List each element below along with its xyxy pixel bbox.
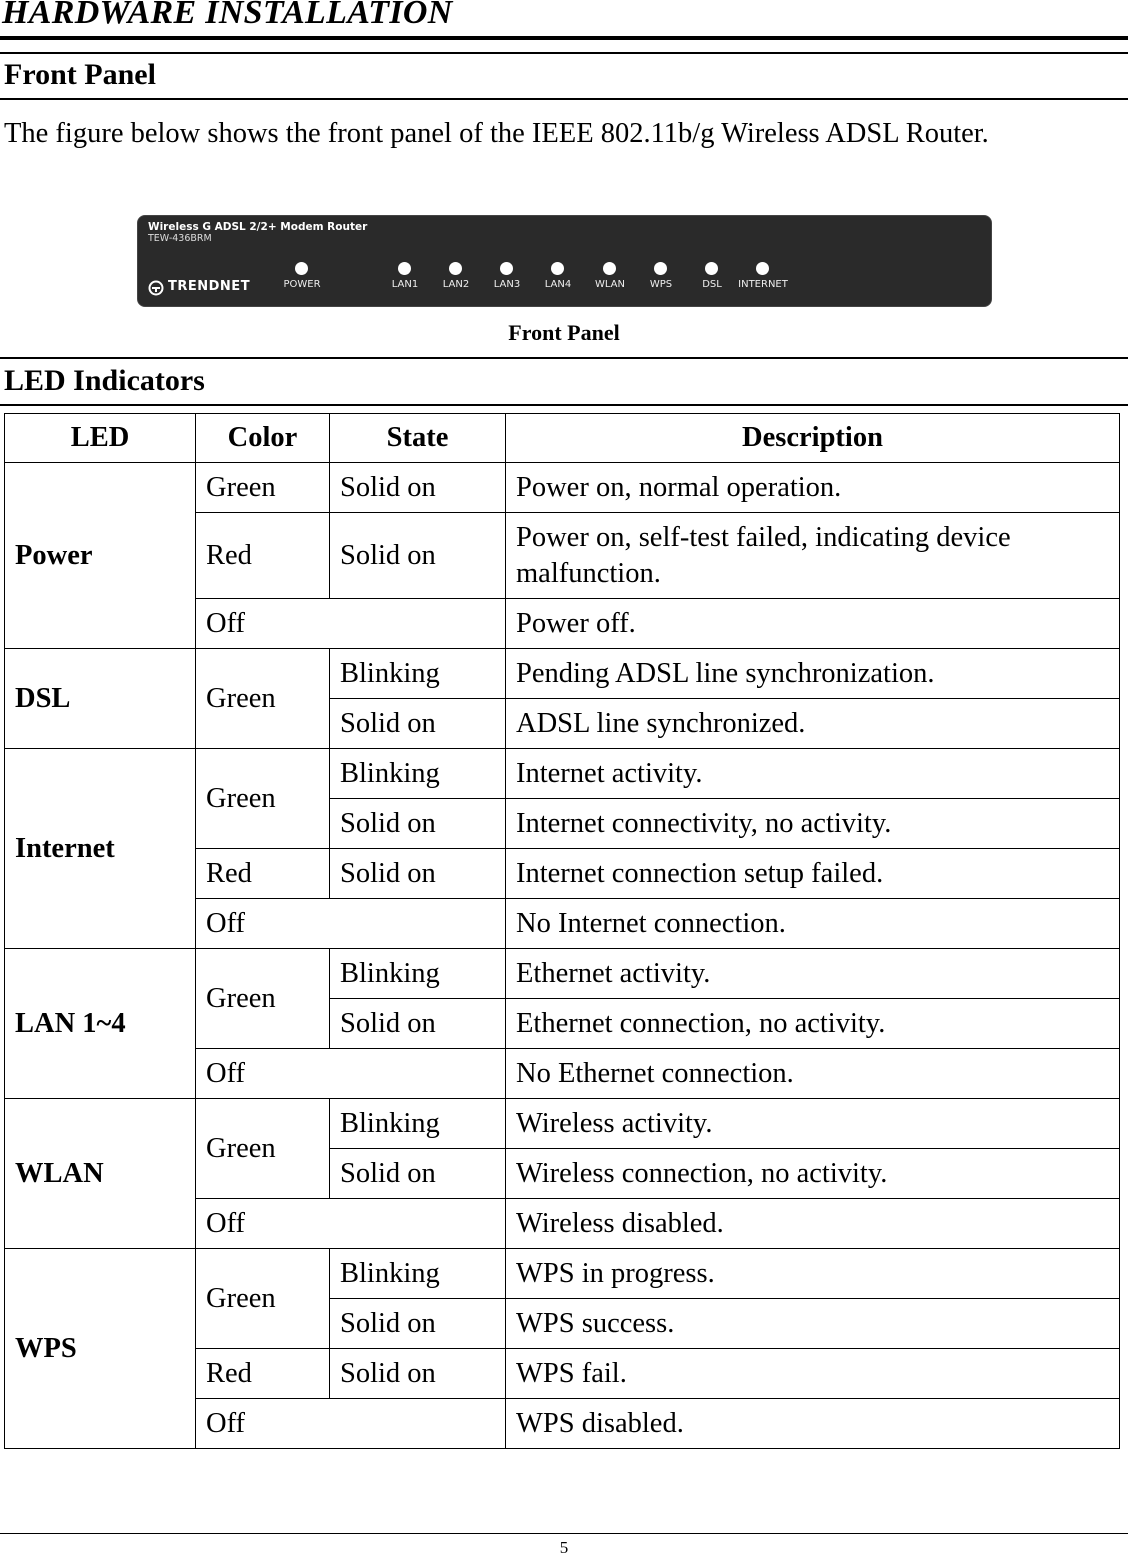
table-row [5, 1249, 1120, 1299]
color-cell: Off [196, 599, 506, 649]
state-cell: Solid on [330, 999, 506, 1049]
led-indicators-heading: LED Indicators [4, 364, 205, 397]
table-row [5, 1099, 1120, 1149]
title-rule [0, 36, 1128, 40]
color-cell: Off [196, 899, 506, 949]
trendnet-logo-icon [148, 280, 164, 296]
description-cell: Power on, normal operation. [506, 463, 1120, 513]
led-label-power: POWER [283, 279, 321, 290]
led-label-wps: WPS [649, 279, 673, 290]
description-cell: WPS in progress. [506, 1249, 1120, 1299]
description-cell: Wireless disabled. [506, 1199, 1120, 1249]
state-cell: Blinking [330, 649, 506, 699]
state-cell: Solid on [330, 513, 506, 599]
column-header: State [330, 414, 506, 463]
state-cell: Blinking [330, 949, 506, 999]
lan3-led-icon [500, 262, 513, 275]
intro-paragraph: The figure below shows the front panel of the IEEE 802.11b/g Wireless ADSL Router. [4, 118, 989, 149]
table-row [5, 463, 1120, 513]
led-label-lan2: LAN2 [442, 279, 470, 290]
led-label-wlan: WLAN [594, 279, 626, 290]
color-cell: Off [196, 1399, 506, 1449]
wps-led-icon [654, 262, 667, 275]
description-cell: WPS disabled. [506, 1399, 1120, 1449]
color-cell: Green [196, 749, 330, 849]
color-cell: Red [196, 849, 330, 899]
color-cell: Green [196, 649, 330, 749]
description-cell: WPS fail. [506, 1349, 1120, 1399]
description-cell: Internet connection setup failed. [506, 849, 1120, 899]
column-header: LED [5, 414, 196, 463]
chapter-title: HARDWARE INSTALLATION [2, 0, 453, 31]
power-led-icon [295, 262, 308, 275]
color-cell: Off [196, 1049, 506, 1099]
section-rule [0, 52, 1128, 54]
brand-name: TRENDNET [168, 279, 251, 294]
led-name-cell: WLAN [5, 1099, 196, 1249]
state-cell: Blinking [330, 1249, 506, 1299]
color-cell: Green [196, 949, 330, 1049]
column-header: Color [196, 414, 330, 463]
description-cell: Ethernet connection, no activity. [506, 999, 1120, 1049]
state-cell: Blinking [330, 749, 506, 799]
led-indicators-table [4, 413, 1120, 1449]
description-cell: No Ethernet connection. [506, 1049, 1120, 1099]
table-header-row [5, 414, 1120, 463]
led-name-cell: WPS [5, 1249, 196, 1449]
description-cell: ADSL line synchronized. [506, 699, 1120, 749]
heading-underline-2 [0, 404, 1128, 406]
state-cell: Blinking [330, 1099, 506, 1149]
state-cell: Solid on [330, 849, 506, 899]
model-id: TEW-436BRM [148, 233, 212, 244]
figure-caption: Front Panel [508, 320, 620, 345]
state-cell: Solid on [330, 1349, 506, 1399]
state-cell: Solid on [330, 1299, 506, 1349]
color-cell: Green [196, 463, 330, 513]
state-cell: Solid on [330, 1149, 506, 1199]
description-cell: Ethernet activity. [506, 949, 1120, 999]
description-cell: Wireless connection, no activity. [506, 1149, 1120, 1199]
lan4-led-icon [551, 262, 564, 275]
led-label-lan1: LAN1 [391, 279, 419, 290]
led-name-cell: Power [5, 463, 196, 649]
description-cell: WPS success. [506, 1299, 1120, 1349]
state-cell: Solid on [330, 799, 506, 849]
led-name-cell: LAN 1~4 [5, 949, 196, 1099]
router-front-panel-image [137, 215, 992, 307]
lan1-led-icon [398, 262, 411, 275]
table-row [5, 949, 1120, 999]
table-row [5, 749, 1120, 799]
section-rule-2 [0, 357, 1128, 359]
description-cell: Pending ADSL line synchronization. [506, 649, 1120, 699]
model-line: Wireless G ADSL 2/2+ Modem Router [148, 221, 368, 233]
description-cell: Internet connectivity, no activity. [506, 799, 1120, 849]
led-label-lan4: LAN4 [544, 279, 572, 290]
led-label-internet: INTERNET [738, 279, 788, 290]
footer-rule [0, 1533, 1128, 1534]
led-label-lan3: LAN3 [493, 279, 521, 290]
page-number: 5 [559, 1538, 569, 1557]
color-cell: Off [196, 1199, 506, 1249]
color-cell: Red [196, 513, 330, 599]
color-cell: Green [196, 1249, 330, 1349]
led-label-dsl: DSL [702, 279, 722, 290]
front-panel-heading: Front Panel [4, 58, 156, 91]
table-row [5, 649, 1120, 699]
state-cell: Solid on [330, 463, 506, 513]
column-header: Description [506, 414, 1120, 463]
description-cell: Power on, self-test failed, indicating device malfunction. [506, 513, 1120, 599]
description-cell: Internet activity. [506, 749, 1120, 799]
description-cell: Power off. [506, 599, 1120, 649]
internet-led-icon [756, 262, 769, 275]
wlan-led-icon [603, 262, 616, 275]
state-cell: Solid on [330, 699, 506, 749]
led-name-cell: Internet [5, 749, 196, 949]
color-cell: Red [196, 1349, 330, 1399]
heading-underline [0, 98, 1128, 100]
dsl-led-icon [705, 262, 718, 275]
color-cell: Green [196, 1099, 330, 1199]
led-name-cell: DSL [5, 649, 196, 749]
description-cell: Wireless activity. [506, 1099, 1120, 1149]
lan2-led-icon [449, 262, 462, 275]
description-cell: No Internet connection. [506, 899, 1120, 949]
